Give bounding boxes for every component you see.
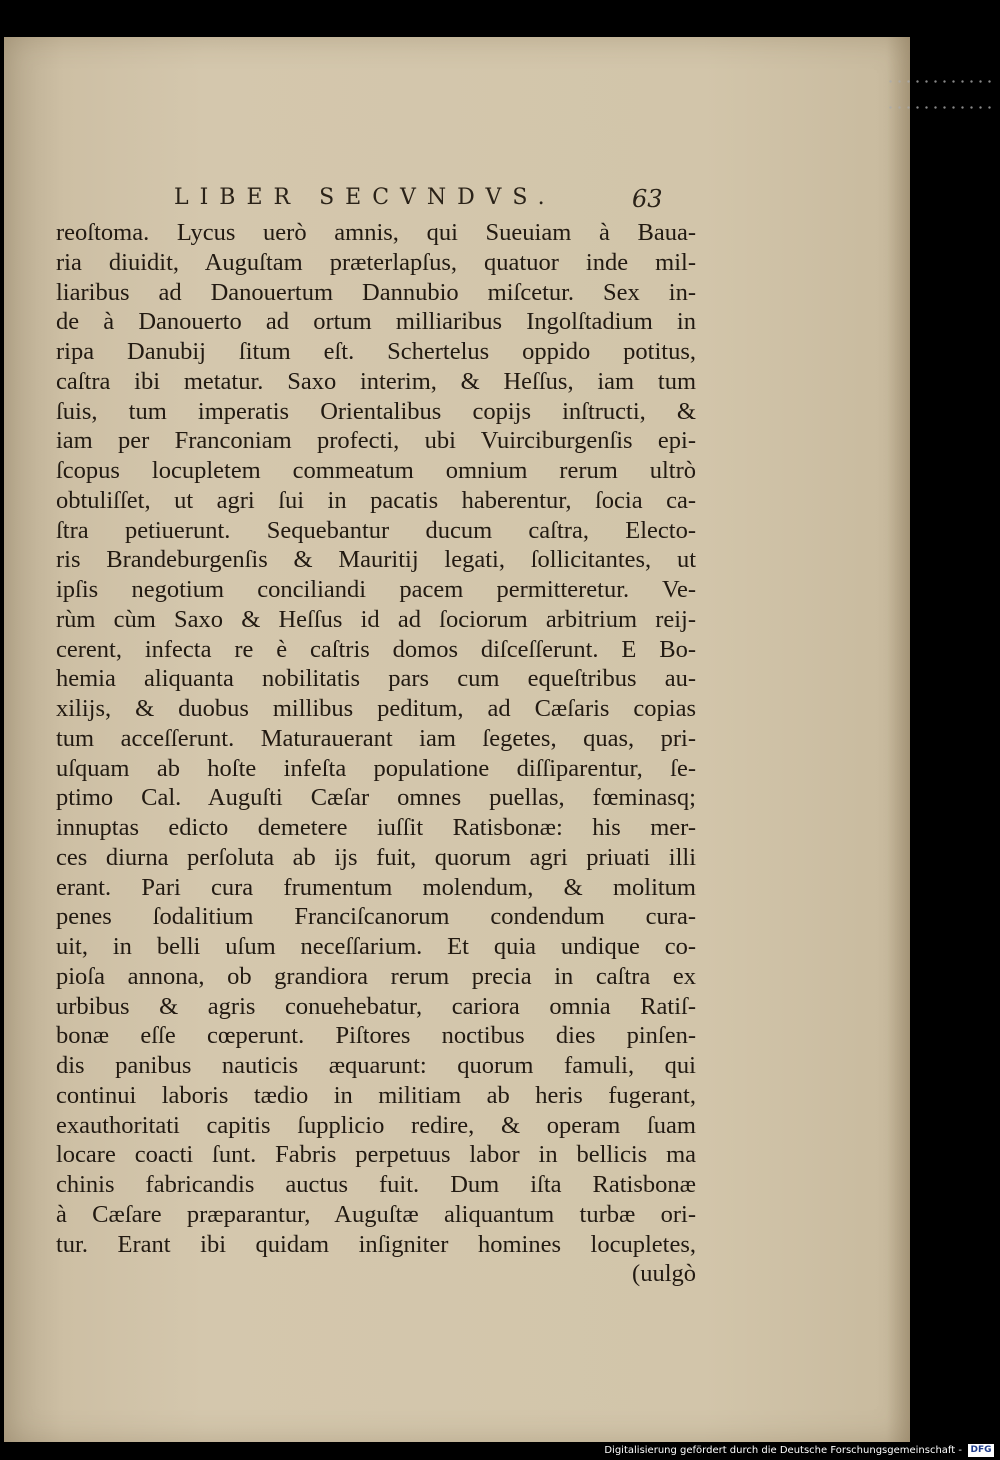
text-line: bonæ eſſe cœperunt. Piſtores noctibus dies pinſen- — [56, 1022, 696, 1050]
text-line: à Cæſare præparantur, Auguſtæ aliquantum turbæ ori- — [56, 1200, 696, 1228]
text-line: uit, in belli uſum neceſſarium. Et quia undique co- — [56, 933, 696, 960]
text-line: hemia aliquanta nobilitatis pars cum equeſtribus au- — [56, 665, 696, 693]
text-line: uſquam ab hoſte infeſta populatione diſſiparentur, ſe- — [56, 754, 696, 782]
text-line: ſuis, tum imperatis Orientalibus copijs inſtructi, & — [56, 397, 696, 425]
text-line: ces diurna perſoluta ab ijs fuit, quorum agri priuati illi — [56, 843, 696, 871]
text-line: liaribus ad Danouertum Dannubio miſcetur. Sex in- — [56, 278, 696, 306]
text-line: ipſis negotium conciliandi pacem permitteretur. Ve- — [56, 576, 696, 603]
text-line: penes ſodalitium Franciſcanorum condendum cura- — [56, 903, 696, 931]
scan-margin-dots — [886, 80, 996, 83]
text-line: caſtra ibi metatur. Saxo interim, & Heſſus, iam tum — [56, 367, 696, 395]
catchword: (uulgò — [632, 1260, 696, 1288]
page-number: 63 — [632, 185, 663, 213]
text-line: ſcopus locupletem commeatum omnium rerum ultrò — [56, 457, 696, 484]
text-line: ptimo Cal. Auguſti Cæſar omnes puellas, fœminasq; — [56, 784, 696, 812]
text-line: ria diuidit, Auguſtam præterlapſus, quatuor inde mil- — [56, 248, 696, 276]
scan-margin-dots — [886, 106, 996, 109]
running-head — [4, 185, 910, 215]
text-line: exauthoritati capitis ſupplicio redire, & operam ſuam — [56, 1111, 696, 1139]
text-line: cerent, infecta re è caſtris domos diſceſſerunt. E Bo- — [56, 635, 696, 663]
text-line: tum acceſſerunt. Maturauerant iam ſegetes, quas, pri- — [56, 724, 696, 752]
text-line: rùm cùm Saxo & Heſſus id ad ſociorum arbitrium reij- — [56, 605, 696, 633]
text-line: erant. Pari cura frumentum molendum, & molitum — [56, 873, 696, 901]
text-line: reoſtoma. Lycus uerò amnis, qui Sueuiam à Baua- — [56, 219, 696, 246]
book-page — [4, 37, 910, 1442]
text-line: de à Danouerto ad ortum milliaribus Ingolſtadium in — [56, 308, 696, 336]
text-line: chinis fabricandis auctus fuit. Dum iſta Ratisbonæ — [56, 1171, 696, 1198]
dfg-logo: DFG — [968, 1444, 994, 1457]
body-text — [56, 218, 696, 1289]
text-line: pioſa annona, ob grandiora rerum precia in caſtra ex — [56, 962, 696, 990]
text-line: ripa Danubij ſitum eſt. Schertelus oppido potitus, — [56, 338, 696, 365]
digitization-credit: Digitalisierung gefördert durch die Deutsche Forschungsgemeinschaft - — [604, 1445, 962, 1456]
text-line: ſtra petiuerunt. Sequebantur ducum caſtra, Electo- — [56, 516, 696, 544]
text-line: xilijs, & duobus millibus peditum, ad Cæſaris copias — [56, 695, 696, 722]
text-line: locare coacti ſunt. Fabris perpetuus labor in bellicis ma — [56, 1141, 696, 1169]
text-line: urbibus & agris conuehebatur, cariora omnia Ratiſ- — [56, 992, 696, 1020]
text-line: tur. Erant ibi quidam inſigniter homines locupletes, — [56, 1230, 696, 1258]
page-edge-shadow — [887, 37, 910, 1442]
text-line: dis panibus nauticis æquarunt: quorum famuli, qui — [56, 1052, 696, 1079]
text-line: iam per Franconiam profecti, ubi Vuirciburgenſis epi- — [56, 427, 696, 455]
text-line: innuptas edicto demetere iuſſit Ratisbonæ: his mer- — [56, 814, 696, 841]
text-line: obtuliſſet, ut agri ſui in pacatis haberentur, ſocia ca- — [56, 486, 696, 514]
running-head-title: LIBER SECVNDVS. — [174, 185, 556, 210]
text-line: continui laboris tædio in militiam ab heris fugerant, — [56, 1081, 696, 1109]
text-line: ris Brandeburgenſis & Mauritij legati, ſollicitantes, ut — [56, 546, 696, 574]
